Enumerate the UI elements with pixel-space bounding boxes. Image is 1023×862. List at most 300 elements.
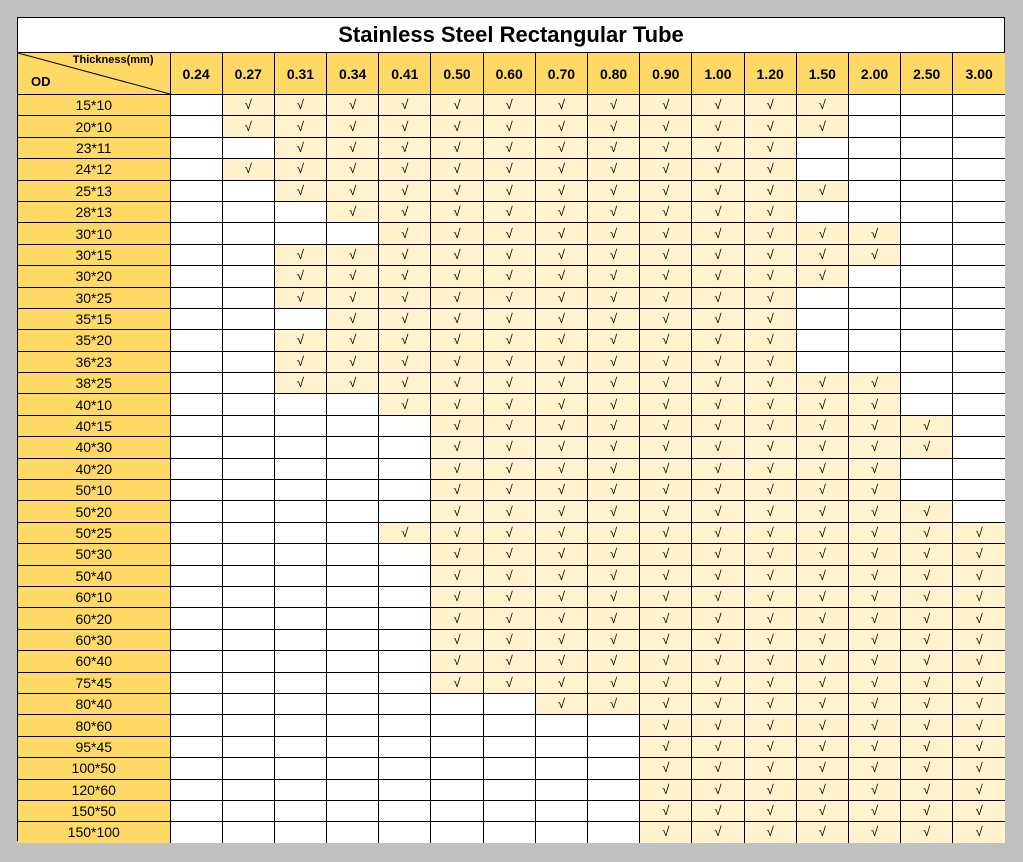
table-row [18, 373, 1005, 394]
available-cell: √ [588, 458, 640, 479]
thickness-header-cell: 0.70 [535, 53, 587, 95]
empty-cell [170, 458, 222, 479]
available-cell: √ [588, 586, 640, 607]
available-cell: √ [848, 458, 900, 479]
table-row [18, 223, 1005, 244]
empty-cell [222, 544, 274, 565]
sheet-title: Stainless Steel Rectangular Tube [18, 18, 1004, 53]
empty-cell [901, 159, 953, 180]
empty-cell [953, 351, 1005, 372]
table-row [18, 137, 1005, 158]
empty-cell [379, 693, 431, 714]
available-cell: √ [640, 287, 692, 308]
available-cell: √ [483, 116, 535, 137]
available-cell: √ [483, 437, 535, 458]
available-cell: √ [848, 544, 900, 565]
available-cell: √ [274, 266, 326, 287]
available-cell: √ [588, 266, 640, 287]
available-cell: √ [692, 287, 744, 308]
available-cell: √ [535, 544, 587, 565]
empty-cell [327, 544, 379, 565]
available-cell: √ [535, 629, 587, 650]
available-cell: √ [379, 159, 431, 180]
empty-cell [796, 287, 848, 308]
available-cell: √ [274, 351, 326, 372]
od-cell: 60*20 [18, 608, 170, 629]
available-cell: √ [640, 693, 692, 714]
available-cell: √ [535, 159, 587, 180]
available-cell: √ [379, 351, 431, 372]
empty-cell [222, 800, 274, 821]
available-cell: √ [327, 116, 379, 137]
available-cell: √ [431, 223, 483, 244]
table-row [18, 544, 1005, 565]
available-cell: √ [640, 586, 692, 607]
available-cell: √ [744, 522, 796, 543]
od-cell: 50*30 [18, 544, 170, 565]
available-cell: √ [796, 800, 848, 821]
empty-cell [901, 95, 953, 116]
empty-cell [848, 116, 900, 137]
empty-cell [222, 223, 274, 244]
available-cell: √ [640, 223, 692, 244]
available-cell: √ [588, 608, 640, 629]
available-cell: √ [744, 458, 796, 479]
table-row [18, 586, 1005, 607]
empty-cell [170, 544, 222, 565]
available-cell: √ [483, 565, 535, 586]
empty-cell [274, 522, 326, 543]
empty-cell [379, 437, 431, 458]
empty-cell [953, 394, 1005, 415]
table-row [18, 415, 1005, 436]
od-cell: 23*11 [18, 137, 170, 158]
available-cell: √ [744, 266, 796, 287]
empty-cell [222, 351, 274, 372]
available-cell: √ [901, 437, 953, 458]
available-cell: √ [901, 758, 953, 779]
available-cell: √ [744, 373, 796, 394]
available-cell: √ [588, 116, 640, 137]
available-cell: √ [901, 672, 953, 693]
available-cell: √ [588, 629, 640, 650]
empty-cell [274, 201, 326, 222]
empty-cell [222, 608, 274, 629]
available-cell: √ [535, 565, 587, 586]
empty-cell [170, 672, 222, 693]
empty-cell [222, 565, 274, 586]
empty-cell [327, 586, 379, 607]
empty-cell [222, 672, 274, 693]
empty-cell [222, 330, 274, 351]
available-cell: √ [431, 501, 483, 522]
available-cell: √ [222, 95, 274, 116]
available-cell: √ [327, 180, 379, 201]
empty-cell [379, 715, 431, 736]
available-cell: √ [431, 586, 483, 607]
available-cell: √ [535, 137, 587, 158]
available-cell: √ [431, 137, 483, 158]
available-cell: √ [640, 180, 692, 201]
available-cell: √ [588, 651, 640, 672]
empty-cell [483, 779, 535, 800]
available-cell: √ [744, 159, 796, 180]
empty-cell [274, 651, 326, 672]
empty-cell [222, 480, 274, 501]
available-cell: √ [379, 373, 431, 394]
empty-cell [222, 715, 274, 736]
od-cell: 20*10 [18, 116, 170, 137]
table-row [18, 394, 1005, 415]
available-cell: √ [431, 394, 483, 415]
available-cell: √ [744, 800, 796, 821]
available-cell: √ [431, 308, 483, 329]
available-cell: √ [535, 201, 587, 222]
empty-cell [327, 223, 379, 244]
available-cell: √ [535, 180, 587, 201]
available-cell: √ [692, 480, 744, 501]
empty-cell [379, 458, 431, 479]
empty-cell [170, 137, 222, 158]
available-cell: √ [483, 266, 535, 287]
available-cell: √ [327, 137, 379, 158]
available-cell: √ [483, 586, 535, 607]
available-cell: √ [535, 266, 587, 287]
empty-cell [170, 629, 222, 650]
available-cell: √ [744, 244, 796, 265]
available-cell: √ [744, 394, 796, 415]
empty-cell [274, 608, 326, 629]
available-cell: √ [901, 715, 953, 736]
empty-cell [483, 758, 535, 779]
available-cell: √ [692, 522, 744, 543]
empty-cell [222, 373, 274, 394]
available-cell: √ [848, 779, 900, 800]
available-cell: √ [796, 223, 848, 244]
empty-cell [379, 501, 431, 522]
available-cell: √ [953, 522, 1005, 543]
thickness-header-cell: 2.00 [848, 53, 900, 95]
od-cell: 28*13 [18, 201, 170, 222]
available-cell: √ [431, 522, 483, 543]
available-cell: √ [431, 651, 483, 672]
table-row [18, 693, 1005, 714]
empty-cell [796, 201, 848, 222]
empty-cell [170, 201, 222, 222]
od-cell: 30*25 [18, 287, 170, 308]
empty-cell [274, 693, 326, 714]
available-cell: √ [796, 266, 848, 287]
table-row [18, 330, 1005, 351]
available-cell: √ [744, 758, 796, 779]
empty-cell [274, 629, 326, 650]
empty-cell [170, 608, 222, 629]
available-cell: √ [640, 458, 692, 479]
available-cell: √ [327, 373, 379, 394]
available-cell: √ [692, 394, 744, 415]
available-cell: √ [588, 565, 640, 586]
available-cell: √ [483, 458, 535, 479]
od-cell: 30*15 [18, 244, 170, 265]
empty-cell [901, 351, 953, 372]
empty-cell [170, 116, 222, 137]
available-cell: √ [483, 608, 535, 629]
empty-cell [327, 736, 379, 757]
available-cell: √ [744, 180, 796, 201]
empty-cell [431, 736, 483, 757]
available-cell: √ [640, 95, 692, 116]
od-cell: 150*50 [18, 800, 170, 821]
empty-cell [483, 736, 535, 757]
available-cell: √ [535, 651, 587, 672]
available-cell: √ [744, 608, 796, 629]
available-cell: √ [901, 822, 953, 843]
empty-cell [483, 800, 535, 821]
empty-cell [379, 608, 431, 629]
available-cell: √ [274, 287, 326, 308]
empty-cell [170, 800, 222, 821]
available-cell: √ [953, 586, 1005, 607]
empty-cell [379, 629, 431, 650]
empty-cell [327, 458, 379, 479]
empty-cell [431, 693, 483, 714]
empty-cell [327, 693, 379, 714]
empty-cell [953, 501, 1005, 522]
available-cell: √ [483, 672, 535, 693]
empty-cell [222, 437, 274, 458]
od-cell: 35*15 [18, 308, 170, 329]
available-cell: √ [848, 736, 900, 757]
available-cell: √ [274, 373, 326, 394]
available-cell: √ [640, 822, 692, 843]
table-row [18, 522, 1005, 543]
available-cell: √ [744, 95, 796, 116]
empty-cell [222, 201, 274, 222]
empty-cell [170, 522, 222, 543]
od-cell: 40*20 [18, 458, 170, 479]
empty-cell [901, 201, 953, 222]
thickness-header-cell: 3.00 [953, 53, 1005, 95]
available-cell: √ [848, 608, 900, 629]
available-cell: √ [692, 201, 744, 222]
empty-cell [901, 137, 953, 158]
empty-cell [327, 672, 379, 693]
available-cell: √ [274, 137, 326, 158]
available-cell: √ [483, 651, 535, 672]
available-cell: √ [327, 351, 379, 372]
available-cell: √ [483, 544, 535, 565]
available-cell: √ [953, 651, 1005, 672]
available-cell: √ [848, 522, 900, 543]
available-cell: √ [692, 159, 744, 180]
empty-cell [327, 715, 379, 736]
available-cell: √ [848, 693, 900, 714]
available-cell: √ [953, 672, 1005, 693]
empty-cell [327, 437, 379, 458]
available-cell: √ [692, 736, 744, 757]
empty-cell [379, 651, 431, 672]
empty-cell [274, 501, 326, 522]
available-cell: √ [953, 758, 1005, 779]
available-cell: √ [796, 736, 848, 757]
available-cell: √ [901, 544, 953, 565]
available-cell: √ [640, 480, 692, 501]
available-cell: √ [640, 394, 692, 415]
available-cell: √ [744, 565, 796, 586]
empty-cell [222, 758, 274, 779]
empty-cell [222, 266, 274, 287]
empty-cell [274, 394, 326, 415]
available-cell: √ [744, 736, 796, 757]
available-cell: √ [640, 800, 692, 821]
empty-cell [953, 308, 1005, 329]
empty-cell [901, 373, 953, 394]
available-cell: √ [431, 544, 483, 565]
available-cell: √ [431, 330, 483, 351]
available-cell: √ [901, 415, 953, 436]
available-cell: √ [535, 480, 587, 501]
available-cell: √ [692, 672, 744, 693]
empty-cell [953, 373, 1005, 394]
table-row [18, 608, 1005, 629]
available-cell: √ [796, 437, 848, 458]
empty-cell [274, 458, 326, 479]
empty-cell [274, 480, 326, 501]
available-cell: √ [640, 629, 692, 650]
available-cell: √ [535, 373, 587, 394]
available-cell: √ [640, 373, 692, 394]
empty-cell [848, 266, 900, 287]
corner-header-cell [18, 53, 170, 95]
empty-cell [327, 651, 379, 672]
empty-cell [901, 480, 953, 501]
od-cell: 95*45 [18, 736, 170, 757]
available-cell: √ [327, 244, 379, 265]
od-cell: 40*10 [18, 394, 170, 415]
available-cell: √ [953, 608, 1005, 629]
od-cell: 150*100 [18, 822, 170, 843]
thickness-header-cell: 0.60 [483, 53, 535, 95]
available-cell: √ [431, 95, 483, 116]
available-cell: √ [796, 458, 848, 479]
empty-cell [170, 266, 222, 287]
table-row [18, 736, 1005, 757]
available-cell: √ [744, 480, 796, 501]
available-cell: √ [222, 116, 274, 137]
available-cell: √ [901, 693, 953, 714]
available-cell: √ [848, 501, 900, 522]
available-cell: √ [796, 180, 848, 201]
table-row [18, 480, 1005, 501]
available-cell: √ [640, 330, 692, 351]
available-cell: √ [848, 651, 900, 672]
empty-cell [274, 586, 326, 607]
available-cell: √ [379, 522, 431, 543]
empty-cell [379, 779, 431, 800]
empty-cell [379, 565, 431, 586]
empty-cell [222, 693, 274, 714]
empty-cell [588, 758, 640, 779]
available-cell: √ [744, 822, 796, 843]
table-header [18, 53, 1005, 95]
empty-cell [327, 394, 379, 415]
table-row [18, 180, 1005, 201]
available-cell: √ [848, 480, 900, 501]
available-cell: √ [796, 522, 848, 543]
empty-cell [274, 672, 326, 693]
available-cell: √ [796, 629, 848, 650]
available-cell: √ [431, 180, 483, 201]
empty-cell [848, 159, 900, 180]
available-cell: √ [692, 137, 744, 158]
empty-cell [274, 715, 326, 736]
available-cell: √ [901, 586, 953, 607]
available-cell: √ [379, 287, 431, 308]
available-cell: √ [274, 116, 326, 137]
empty-cell [222, 736, 274, 757]
empty-cell [953, 415, 1005, 436]
empty-cell [379, 415, 431, 436]
available-cell: √ [796, 373, 848, 394]
available-cell: √ [901, 629, 953, 650]
available-cell: √ [483, 95, 535, 116]
available-cell: √ [692, 693, 744, 714]
available-cell: √ [692, 544, 744, 565]
empty-cell [483, 822, 535, 843]
available-cell: √ [640, 736, 692, 757]
available-cell: √ [953, 629, 1005, 650]
available-cell: √ [588, 287, 640, 308]
available-cell: √ [535, 308, 587, 329]
available-cell: √ [796, 116, 848, 137]
empty-cell [170, 287, 222, 308]
empty-cell [901, 244, 953, 265]
available-cell: √ [953, 715, 1005, 736]
empty-cell [274, 437, 326, 458]
available-cell: √ [796, 758, 848, 779]
table-row [18, 351, 1005, 372]
empty-cell [379, 800, 431, 821]
thickness-header-cell: 0.34 [327, 53, 379, 95]
available-cell: √ [588, 501, 640, 522]
empty-cell [170, 779, 222, 800]
empty-cell [431, 822, 483, 843]
available-cell: √ [431, 458, 483, 479]
available-cell: √ [483, 522, 535, 543]
empty-cell [535, 779, 587, 800]
available-cell: √ [379, 116, 431, 137]
available-cell: √ [535, 522, 587, 543]
available-cell: √ [483, 223, 535, 244]
available-cell: √ [379, 394, 431, 415]
empty-cell [535, 736, 587, 757]
empty-cell [170, 180, 222, 201]
empty-cell [170, 244, 222, 265]
empty-cell [274, 736, 326, 757]
empty-cell [953, 137, 1005, 158]
empty-cell [848, 201, 900, 222]
thickness-header-cell: 0.80 [588, 53, 640, 95]
od-cell: 24*12 [18, 159, 170, 180]
available-cell: √ [796, 693, 848, 714]
empty-cell [274, 565, 326, 586]
available-cell: √ [588, 394, 640, 415]
available-cell: √ [431, 159, 483, 180]
available-cell: √ [848, 822, 900, 843]
empty-cell [953, 330, 1005, 351]
table-row [18, 287, 1005, 308]
empty-cell [222, 137, 274, 158]
